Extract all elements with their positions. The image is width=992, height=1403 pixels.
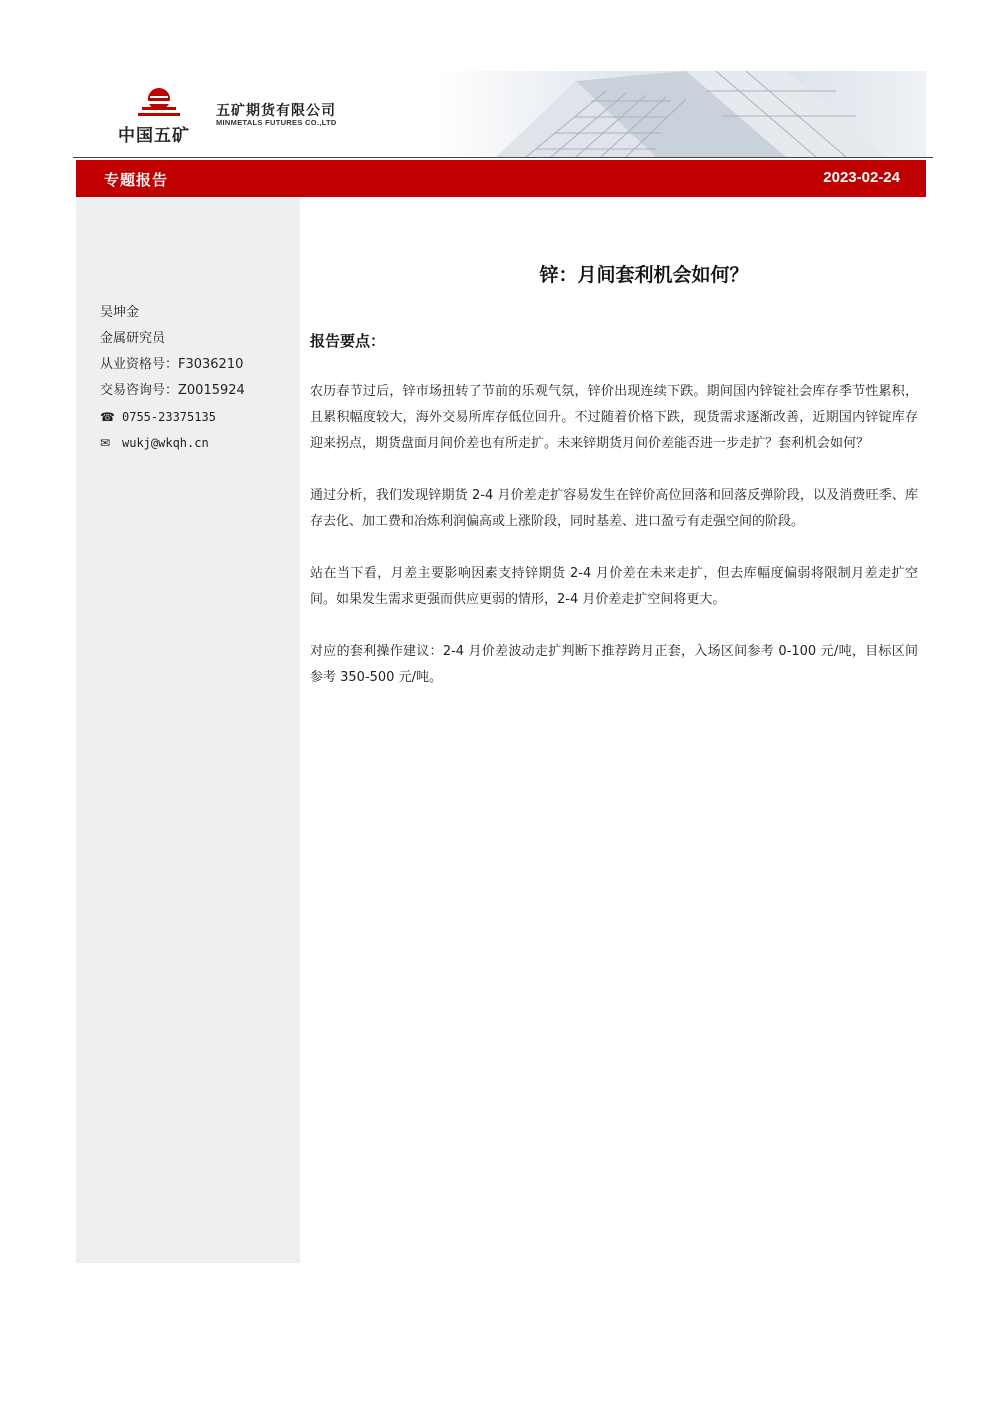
author-name: 吴坤金 xyxy=(100,305,140,320)
author-phone-row xyxy=(100,407,245,433)
company-name-cn: 五矿期货有限公司 xyxy=(216,103,336,119)
author-qualification: 从业资格号：F3036210 xyxy=(100,357,244,372)
report-date: 2023-02-24 xyxy=(823,169,900,186)
logo-text: 中国五矿 xyxy=(118,126,190,146)
author-consult-number: 交易咨询号：Z0015924 xyxy=(100,383,245,398)
author-sidebar xyxy=(76,197,300,1263)
mail-icon: ✉ xyxy=(100,436,111,450)
author-email-row xyxy=(100,433,245,459)
report-title: 锌：月间套利机会如何？ xyxy=(539,264,749,286)
company-name-en: MINMETALS FUTURES CO.,LTD xyxy=(216,118,337,127)
header-divider xyxy=(73,157,933,158)
report-body xyxy=(310,260,918,691)
author-phone: 0755-23375135 xyxy=(122,410,216,424)
report-type-label: 专题报告 xyxy=(104,171,169,189)
author-role: 金属研究员 xyxy=(100,331,166,346)
author-info xyxy=(100,303,245,459)
paragraph: 站在当下看，月差主要影响因素支持锌期货 2-4 月价差在未来走扩，但去库幅度偏弱将限制月差走扩空间。如果发生需求更强而供应更弱的情形，2-4 月价差走扩空间将更大。 xyxy=(310,566,918,607)
building-graphic xyxy=(456,71,926,157)
paragraph: 对应的套利操作建议：2-4 月价差波动走扩判断下推荐跨月正套，入场区间参考 0-100 元/吨，目标区间参考 350-500 元/吨。 xyxy=(310,644,918,685)
paragraph: 农历春节过后，锌市场扭转了节前的乐观气氛，锌价出现连续下跌。期间国内锌锭社会库存季节性累积，且累积幅度较大，海外交易所库存低位回升。不过随着价格下跌，现货需求逐渐改善，近期国内锌锭库存迎来拐点，期货盘面月间价差也有所走扩。未来锌期货月间价差能否进一步走扩？套利机会如何？ xyxy=(310,384,918,451)
paragraph: 通过分析，我们发现锌期货 2-4 月价差走扩容易发生在锌价高位回落和回落反弹阶段，以及消费旺季、库存去化、加工费和冶炼利润偏高或上涨阶段，同时基差、进口盈亏有走强空间的阶段。 xyxy=(310,488,918,529)
report-type-bar xyxy=(76,160,926,197)
header-banner xyxy=(76,71,926,157)
minmetals-logo-icon xyxy=(136,87,182,119)
phone-icon: ☎ xyxy=(100,410,115,424)
section-heading: 报告要点： xyxy=(310,332,386,350)
author-email[interactable]: wukj@wkqh.cn xyxy=(122,436,209,450)
